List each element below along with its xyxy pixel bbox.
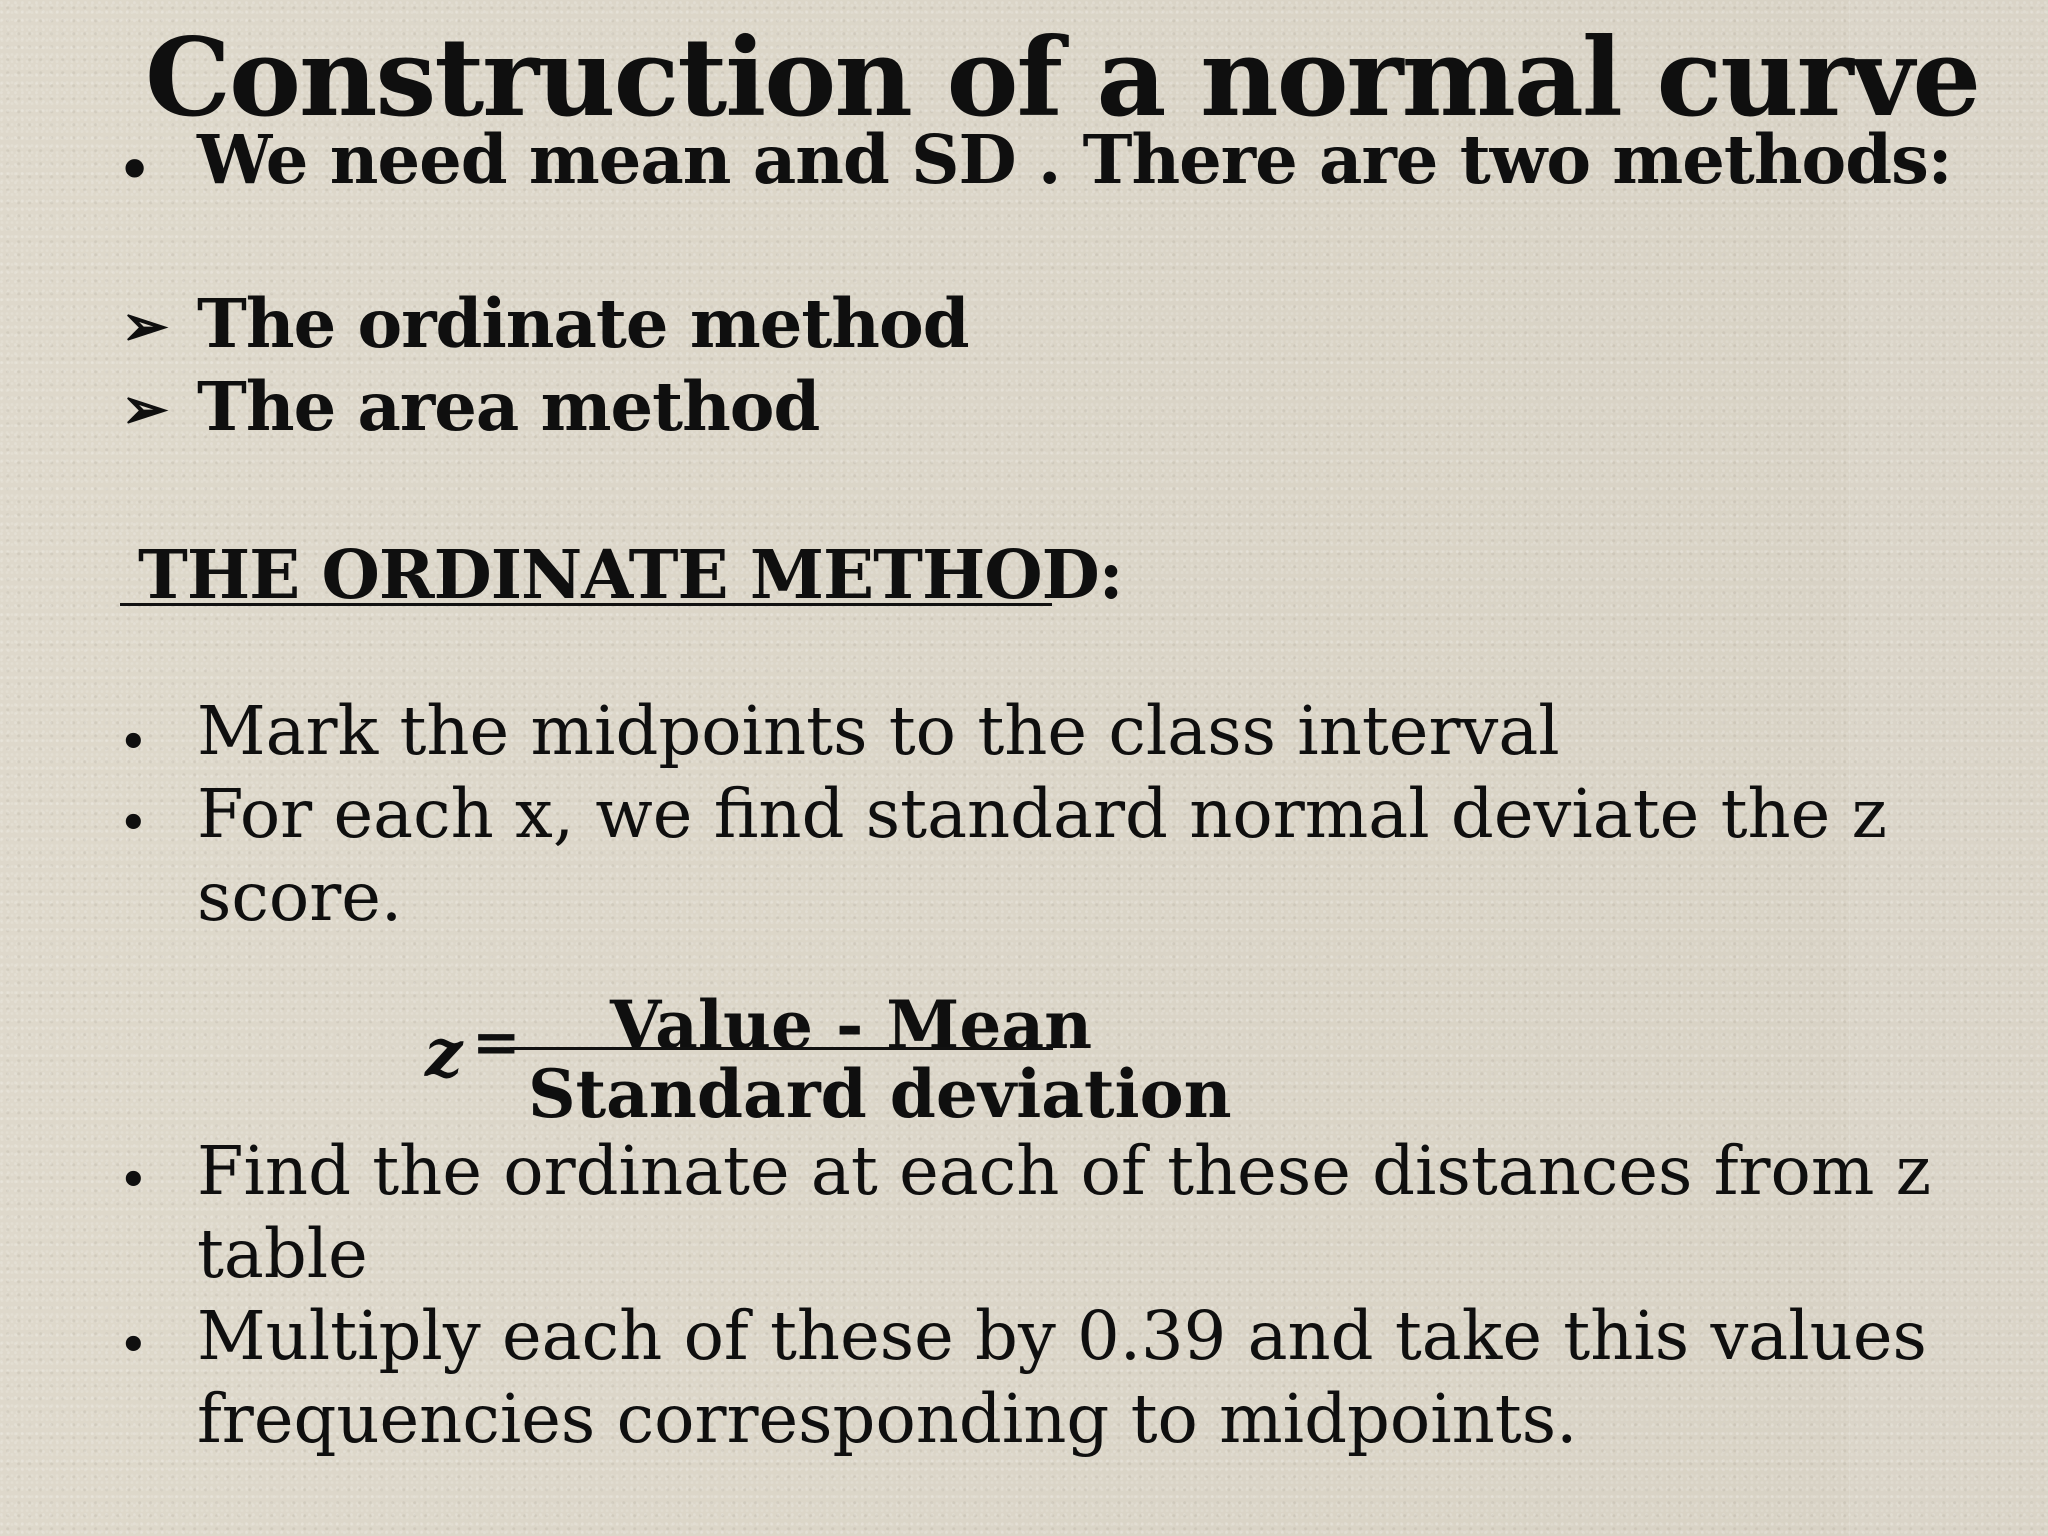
slide-title: Construction of a normal curve (145, 15, 1980, 141)
method-marker-area: ➢ (121, 376, 169, 442)
section-heading-text: THE ORDINATE METHOD: (138, 535, 1123, 614)
method-marker-ordinate: ➢ (121, 293, 169, 359)
step-3-line-1: Find the ordinate at each of these distances from z (197, 1132, 1932, 1210)
intro-text: We need mean and SD . There are two methods: (197, 120, 1952, 199)
formula-numerator: Value - Mean (610, 986, 1093, 1064)
method-area: The area method (197, 367, 820, 446)
formula-equals: = (472, 1008, 521, 1076)
formula-fraction-line (510, 1047, 1053, 1050)
step-4-line-1: Multiply each of these by 0.39 and take this values (197, 1297, 1927, 1375)
step-1-line-1: Mark the midpoints to the class interval (197, 692, 1560, 770)
intro-bullet: • (118, 140, 152, 201)
section-heading (120, 531, 1123, 614)
step-3-line-2: table (197, 1215, 368, 1293)
formula-denominator: Standard deviation (528, 1055, 1232, 1133)
step-2-line-1: For each x, we find standard normal deviate the z (197, 775, 1887, 853)
step-2-line-2: score. (197, 858, 403, 936)
step-2-bullet: • (118, 794, 149, 854)
formula-variable: z (425, 1014, 463, 1092)
step-1-bullet: • (118, 713, 149, 773)
step-4-bullet: • (118, 1316, 149, 1376)
step-3-bullet: • (118, 1151, 149, 1211)
step-4-line-2: frequencies corresponding to midpoints. (197, 1380, 1578, 1458)
method-ordinate: The ordinate method (197, 284, 969, 363)
